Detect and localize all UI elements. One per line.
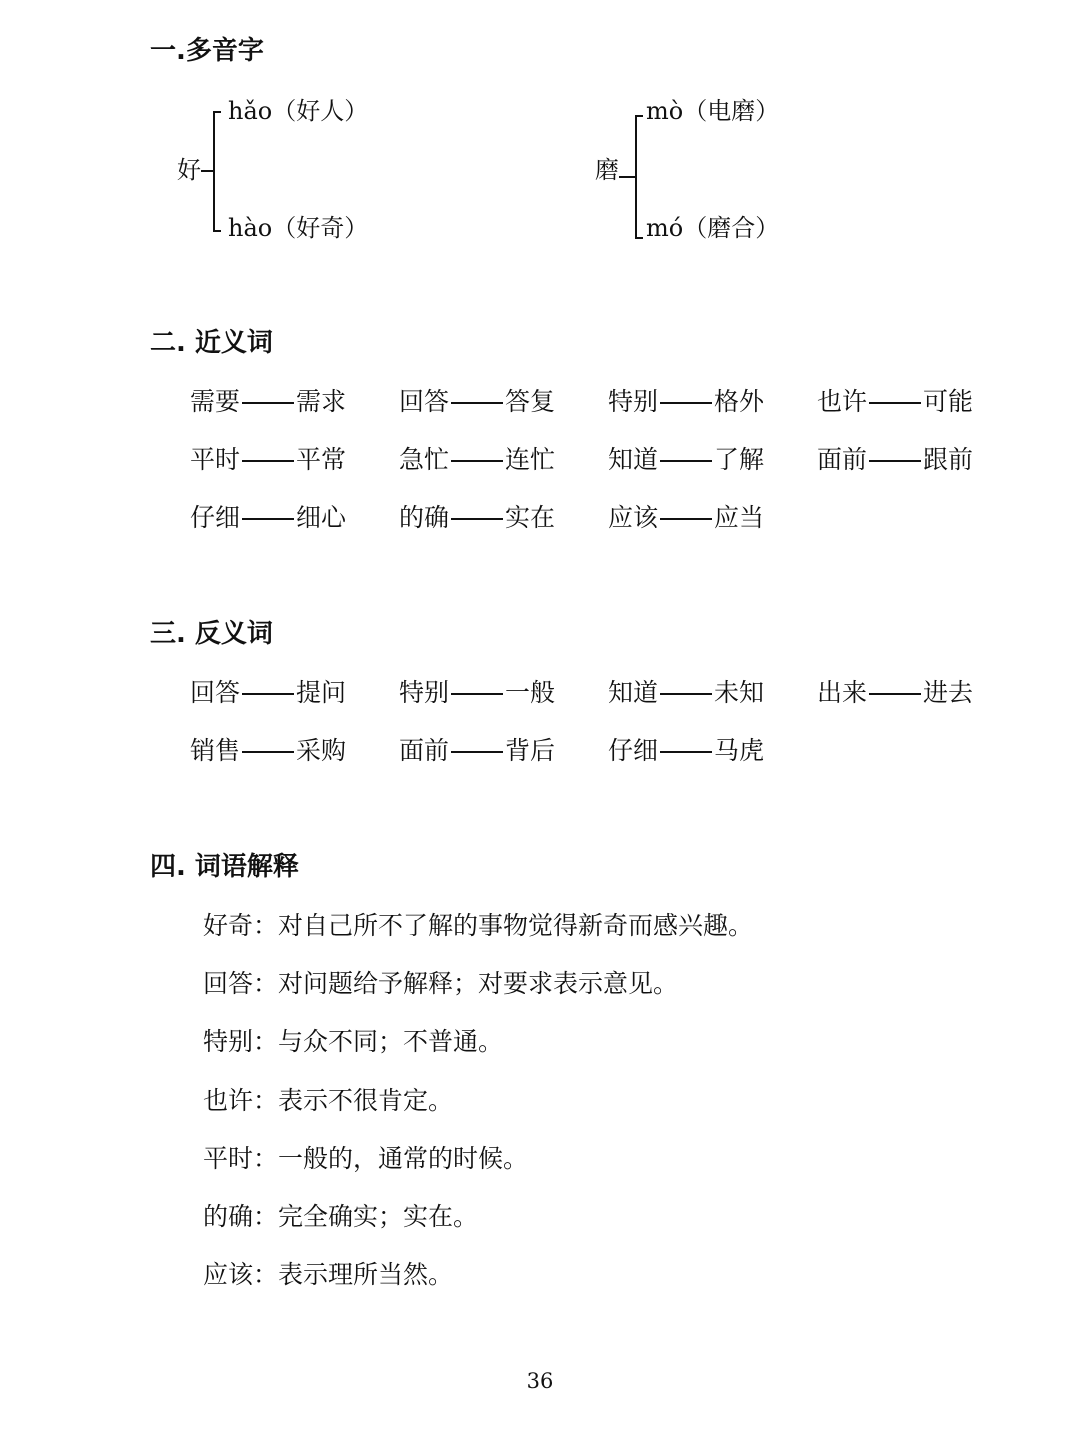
word-b: 了解	[714, 445, 765, 474]
word-b: 跟前	[923, 445, 974, 474]
word-pair	[817, 386, 973, 418]
dash	[451, 460, 503, 462]
polyphone-char: 磨	[595, 156, 619, 184]
word-pair	[399, 677, 555, 709]
brace-bottom-tick	[213, 230, 221, 232]
definition-item: 应该：表示理所当然。	[203, 1260, 454, 1289]
definition-item: 特别：与众不同；不普通。	[203, 1027, 504, 1056]
polyphone-reading: hào（好奇）	[228, 214, 369, 242]
dash	[660, 518, 712, 520]
word-a: 回答	[190, 678, 241, 707]
word-b: 可能	[923, 387, 974, 416]
polyphone-reading: hǎo（好人）	[228, 97, 369, 125]
dash	[660, 402, 712, 404]
word-b: 需求	[296, 387, 347, 416]
word-a: 应该	[608, 503, 659, 532]
brace-top-tick	[635, 115, 643, 117]
dash	[660, 751, 712, 753]
word-pair	[608, 502, 764, 534]
word-b: 未知	[714, 678, 765, 707]
dash	[869, 402, 921, 404]
word-a: 知道	[608, 445, 659, 474]
section-title-definitions: 四. 词语解释	[150, 852, 299, 882]
word-b: 平常	[296, 445, 347, 474]
word-pair	[817, 444, 973, 476]
polyphone-reading: mó（磨合）	[646, 214, 780, 242]
word-pair	[608, 444, 764, 476]
word-a: 平时	[190, 445, 241, 474]
word-pair	[608, 386, 764, 418]
polyphone-reading: mò（电磨）	[646, 97, 780, 125]
word-pair	[399, 735, 555, 767]
word-b: 采购	[296, 736, 347, 765]
dash	[451, 751, 503, 753]
word-pair	[190, 502, 346, 534]
word-pair	[190, 386, 346, 418]
dash	[242, 460, 294, 462]
brace-top-tick	[213, 111, 221, 113]
word-a: 急忙	[399, 445, 450, 474]
word-b: 应当	[714, 503, 765, 532]
dash	[869, 460, 921, 462]
word-a: 特别	[608, 387, 659, 416]
word-pair	[399, 386, 555, 418]
section-title-polyphone: 一.多音字	[150, 36, 264, 66]
brace-line	[213, 111, 215, 231]
dash	[660, 693, 712, 695]
polyphone-char: 好	[177, 156, 201, 184]
dash	[660, 460, 712, 462]
brace-bottom-tick	[635, 237, 643, 239]
word-b: 答复	[505, 387, 556, 416]
word-pair	[817, 677, 973, 709]
word-a: 面前	[817, 445, 868, 474]
word-b: 格外	[714, 387, 765, 416]
definition-item: 的确：完全确实；实在。	[203, 1202, 479, 1231]
word-a: 出来	[817, 678, 868, 707]
word-pair	[190, 444, 346, 476]
dash	[242, 518, 294, 520]
word-b: 实在	[505, 503, 556, 532]
definition-item: 平时：一般的，通常的时候。	[203, 1144, 529, 1173]
dash	[869, 693, 921, 695]
word-pair	[190, 735, 346, 767]
word-a: 面前	[399, 736, 450, 765]
word-a: 的确	[399, 503, 450, 532]
definition-item: 也许：表示不很肯定。	[203, 1086, 454, 1115]
word-a: 也许	[817, 387, 868, 416]
word-a: 知道	[608, 678, 659, 707]
dash	[451, 402, 503, 404]
word-pair	[608, 677, 764, 709]
page-number: 36	[526, 1369, 554, 1393]
word-pair	[399, 444, 555, 476]
word-b: 细心	[296, 503, 347, 532]
dash	[242, 693, 294, 695]
definition-item: 回答：对问题给予解释；对要求表示意见。	[203, 969, 679, 998]
word-a: 销售	[190, 736, 241, 765]
word-a: 回答	[399, 387, 450, 416]
word-a: 需要	[190, 387, 241, 416]
word-b: 背后	[505, 736, 556, 765]
section-title-synonyms: 二. 近义词	[150, 328, 273, 358]
dash	[242, 402, 294, 404]
word-b: 一般	[505, 678, 556, 707]
dash	[242, 751, 294, 753]
word-b: 进去	[923, 678, 974, 707]
word-a: 仔细	[608, 736, 659, 765]
brace-line	[635, 115, 637, 238]
section-title-antonyms: 三. 反义词	[150, 619, 273, 649]
word-pair	[399, 502, 555, 534]
word-b: 马虎	[714, 736, 765, 765]
word-a: 特别	[399, 678, 450, 707]
word-b: 提问	[296, 678, 347, 707]
word-pair	[190, 677, 346, 709]
dash	[451, 693, 503, 695]
word-pair	[608, 735, 764, 767]
definition-item: 好奇：对自己所不了解的事物觉得新奇而感兴趣。	[203, 911, 754, 940]
dash	[451, 518, 503, 520]
word-a: 仔细	[190, 503, 241, 532]
word-b: 连忙	[505, 445, 556, 474]
